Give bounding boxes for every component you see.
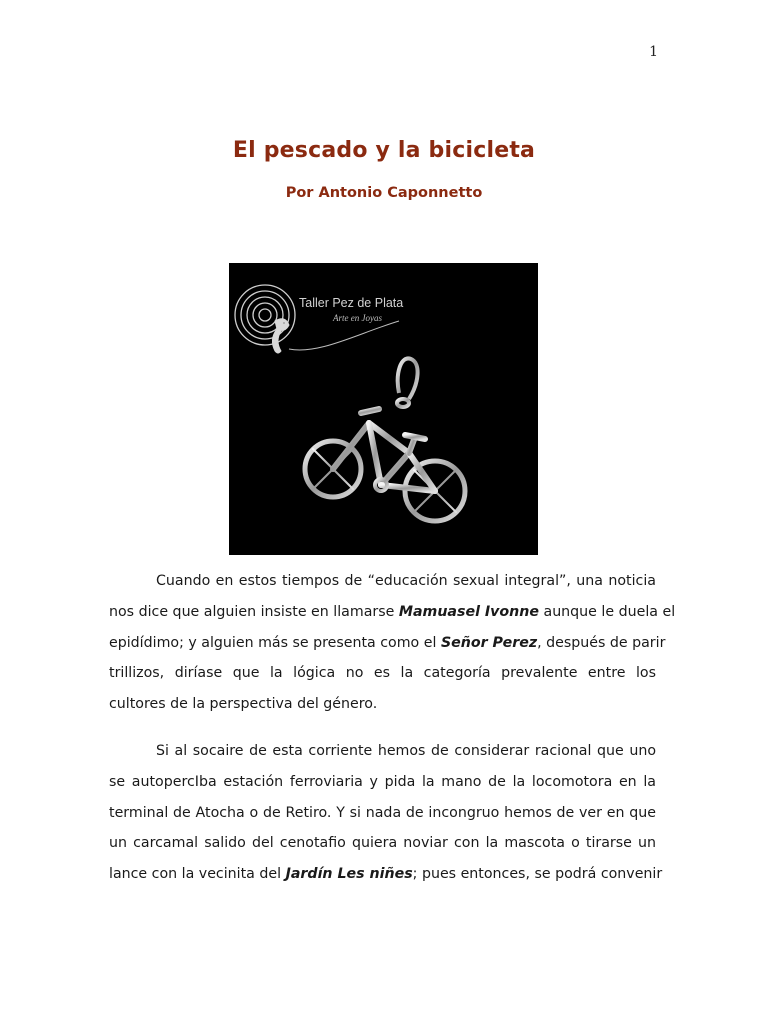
image-tagline-text: Arte en Joyas bbox=[333, 313, 382, 323]
emphasized-name: Señor Perez bbox=[440, 634, 538, 651]
bicycle-pendant-illustration bbox=[229, 263, 538, 555]
bicycle-pendant-photo bbox=[229, 263, 538, 555]
text-run: aunque le duela el bbox=[538, 603, 676, 620]
paragraph-line bbox=[109, 628, 666, 659]
paragraph-line: cultores de la perspectiva del género. bbox=[109, 696, 378, 712]
paragraph-line: Si al socaire de esta corriente hemos de considerar racional que uno bbox=[156, 743, 656, 759]
page-number: 1 bbox=[649, 44, 658, 60]
emphasized-name: Jardín Les niñes bbox=[285, 866, 413, 882]
paragraph-2 bbox=[109, 736, 663, 890]
text-run: epidídimo; y alguien más se presenta como el bbox=[109, 634, 441, 651]
paragraph-line: un carcamal salido del cenotafio quiera noviar con la mascota o tirarse un bbox=[109, 835, 656, 852]
paragraph-line bbox=[109, 859, 663, 890]
document-title: El pescado y la bicicleta bbox=[232, 138, 536, 163]
paragraph-line: se autopercIba estación ferroviaria y pida la mano de la locomotora en la bbox=[109, 773, 656, 790]
document-author: Por Antonio Caponnetto bbox=[285, 185, 483, 201]
paragraph-1 bbox=[109, 566, 676, 720]
text-run: nos dice que alguien insiste en llamarse bbox=[109, 603, 399, 620]
bicycle-icon bbox=[305, 409, 465, 521]
paragraph-line: trillizos, diríase que la lógica no es la categoría prevalente entre los bbox=[109, 665, 656, 682]
text-run: , después de parir bbox=[537, 634, 666, 651]
fishing-line bbox=[289, 321, 399, 350]
paragraph-line: terminal de Atocha o de Retiro. Y si nada de incongruo hemos de ver en que bbox=[109, 804, 656, 821]
text-run: lance con la vecinita del bbox=[109, 866, 286, 882]
text-run: ; pues entonces, se podrá convenir bbox=[412, 866, 663, 882]
paragraph-line: Cuando en estos tiempos de “educación sexual integral”, una noticia bbox=[156, 573, 656, 589]
spiral-logo-icon bbox=[235, 285, 295, 345]
image-brand-text: Taller Pez de Plata bbox=[299, 296, 404, 310]
pendant-bail-icon bbox=[397, 358, 418, 407]
emphasized-name: Mamuasel Ivonne bbox=[398, 603, 539, 620]
paragraph-line bbox=[109, 597, 676, 628]
